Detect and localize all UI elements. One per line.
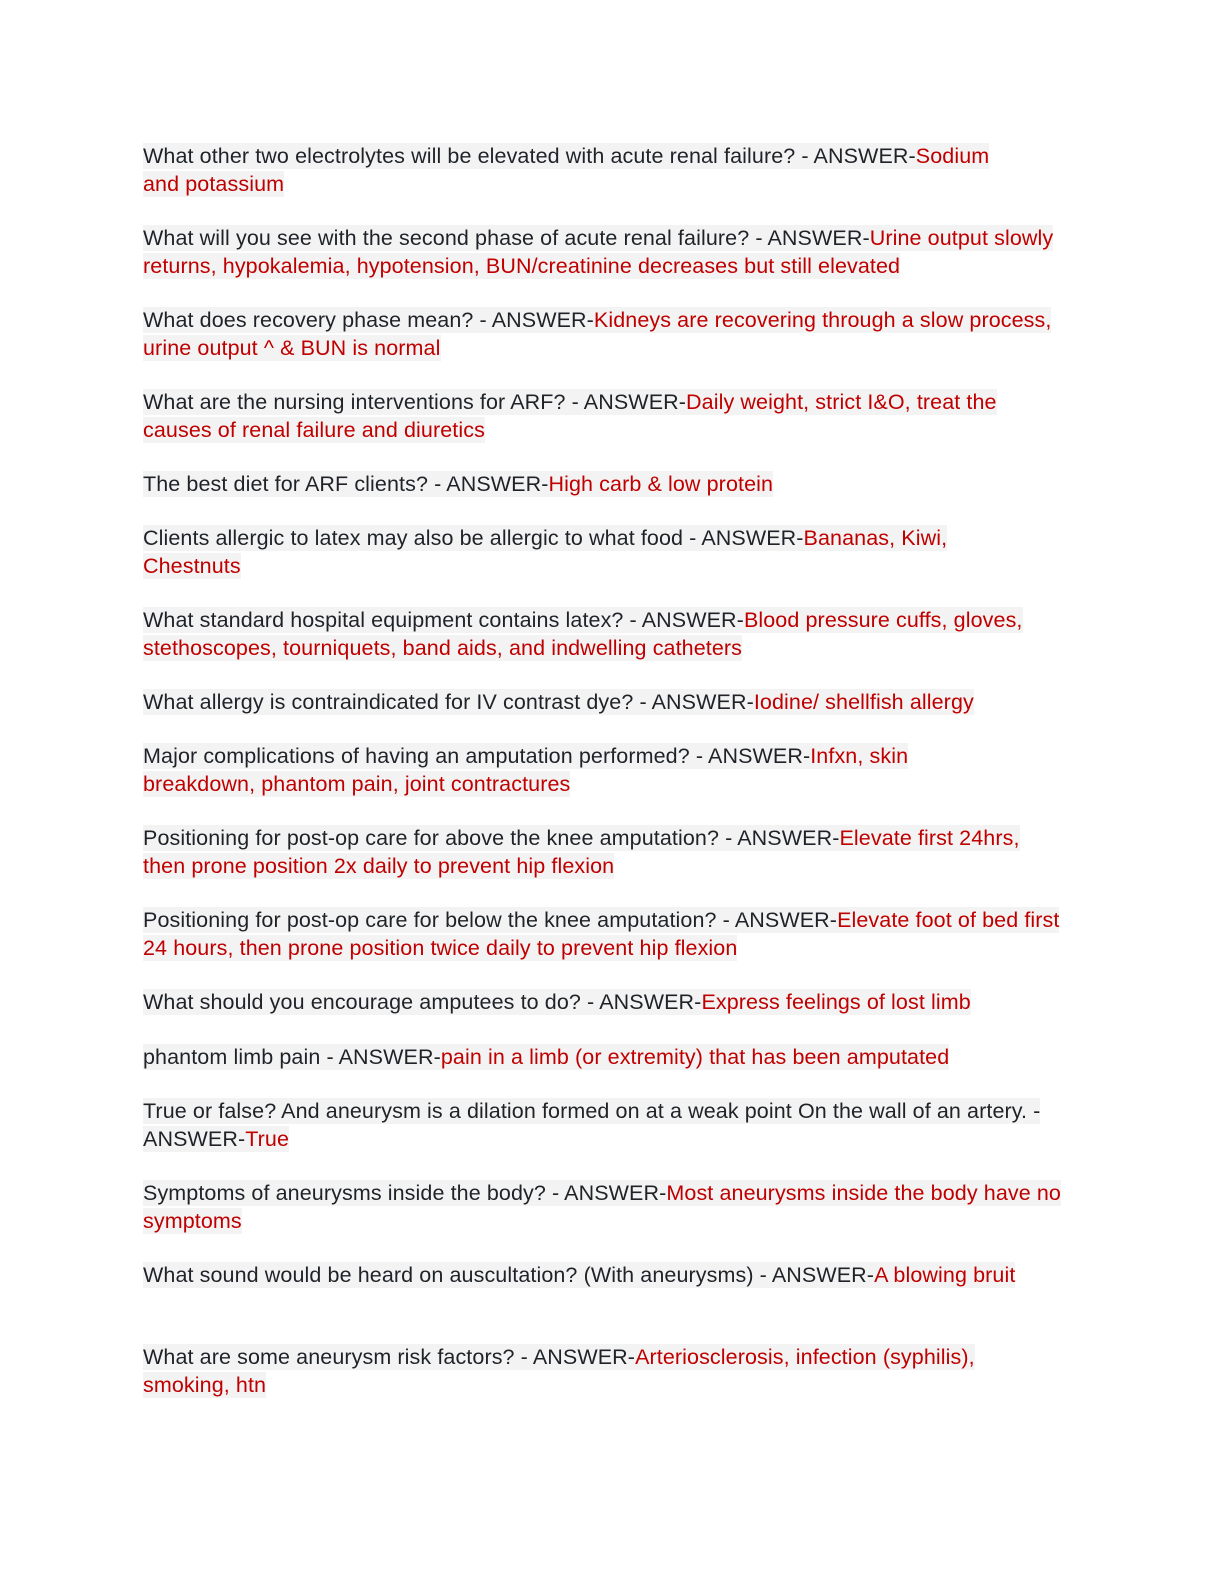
- answer-text: Elevate first 24hrs, then prone position 2x daily to prevent hip flexion: [143, 826, 1020, 878]
- question-text: What will you see with the second phase of acute renal failure?: [143, 226, 750, 250]
- question-text: What are some aneurysm risk factors?: [143, 1345, 515, 1369]
- answer-separator: - ANSWER-: [580, 990, 702, 1014]
- question-text: Positioning for post-op care for below the knee amputation?: [143, 908, 717, 932]
- qa-item: [143, 1262, 1053, 1290]
- question-text: Positioning for post-op care for above the knee amputation?: [143, 826, 720, 850]
- answer-text: Daily weight, strict I&O, treat the causes of renal failure and diuretics: [143, 390, 997, 442]
- qa-item: [143, 307, 1058, 362]
- qa-item: [143, 689, 1083, 717]
- answer-separator: - ANSWER-: [623, 608, 744, 632]
- question-text: What standard hospital equipment contains latex?: [143, 608, 624, 632]
- qa-item: [143, 1044, 1083, 1072]
- answer-text: Blood pressure cuffs, gloves, stethoscopes, tourniquets, band aids, and indwelling catheters: [143, 608, 1023, 660]
- qa-item: [143, 225, 1083, 280]
- qa-item: [143, 607, 1043, 662]
- qa-item: [143, 525, 1043, 580]
- qa-item: [143, 907, 1083, 962]
- answer-separator: - ANSWER-: [565, 390, 687, 414]
- answer-text: Sodium and potassium: [143, 144, 990, 196]
- answer-text: Infxn, skin breakdown, phantom pain, joint contractures: [143, 744, 909, 796]
- question-text: phantom limb pain: [143, 1045, 321, 1069]
- qa-item: [143, 471, 1083, 499]
- answer-separator: - ANSWER-: [143, 1099, 1041, 1151]
- answer-separator: - ANSWER-: [514, 1345, 636, 1369]
- answer-separator: - ANSWER-: [473, 308, 594, 332]
- answer-text: pain in a limb (or extremity) that has been amputated: [440, 1045, 950, 1069]
- question-text: What does recovery phase mean?: [143, 308, 474, 332]
- question-text: True or false? And aneurysm is a dilation formed on at a weak point On the wall of an artery.: [143, 1099, 1028, 1123]
- question-text: Clients allergic to latex may also be allergic to what food: [143, 526, 684, 550]
- answer-text: Urine output slowly returns, hypokalemia, hypotension, BUN/creatinine decreases but still elevated: [143, 226, 1054, 278]
- qa-item: [143, 743, 1003, 798]
- question-text: Symptoms of aneurysms inside the body?: [143, 1181, 546, 1205]
- answer-separator: - ANSWER-: [545, 1181, 667, 1205]
- answer-text: Arteriosclerosis, infection (syphilis), smoking, htn: [143, 1345, 975, 1397]
- question-text: What sound would be heard on auscultation? (With aneurysms): [143, 1263, 754, 1287]
- question-text: The best diet for ARF clients?: [143, 472, 429, 496]
- answer-text: Most aneurysms inside the body have no symptoms: [143, 1181, 1061, 1233]
- qa-item: [143, 389, 1058, 444]
- answer-text: True: [245, 1126, 290, 1151]
- answer-separator: - ANSWER-: [689, 744, 811, 768]
- answer-separator: - ANSWER-: [683, 526, 804, 550]
- answer-text: A blowing bruit: [874, 1263, 1016, 1287]
- answer-separator: - ANSWER-: [428, 472, 549, 496]
- question-text: What other two electrolytes will be elevated with acute renal failure?: [143, 144, 796, 168]
- qa-item: [143, 143, 1003, 198]
- answer-text: Express feelings of lost limb: [701, 990, 971, 1014]
- answer-text: Kidneys are recovering through a slow process, urine output ^ & BUN is normal: [143, 308, 1052, 360]
- answer-text: High carb & low protein: [548, 472, 774, 496]
- qa-item: [143, 825, 1043, 880]
- qa-item: [143, 989, 1083, 1017]
- qa-item: [143, 1098, 1043, 1153]
- answer-separator: - ANSWER-: [633, 690, 754, 714]
- answer-separator: - ANSWER-: [749, 226, 870, 250]
- answer-text: Iodine/ shellfish allergy: [753, 690, 974, 714]
- answer-text: Bananas, Kiwi, Chestnuts: [143, 526, 948, 578]
- answer-text: Elevate foot of bed first 24 hours, then prone position twice daily to prevent hip flexion: [143, 908, 1060, 960]
- answer-separator: - ANSWER-: [795, 144, 916, 168]
- question-text: Major complications of having an amputation performed?: [143, 744, 690, 768]
- qa-item: [143, 1344, 1058, 1399]
- answer-separator: - ANSWER-: [719, 826, 840, 850]
- answer-separator: - ANSWER-: [320, 1045, 441, 1069]
- qa-item: [143, 1180, 1063, 1235]
- answer-separator: - ANSWER-: [753, 1263, 875, 1287]
- question-text: What should you encourage amputees to do?: [143, 990, 581, 1014]
- question-text: What are the nursing interventions for ARF?: [143, 390, 566, 414]
- question-text: What allergy is contraindicated for IV contrast dye?: [143, 690, 634, 714]
- answer-separator: - ANSWER-: [716, 908, 838, 932]
